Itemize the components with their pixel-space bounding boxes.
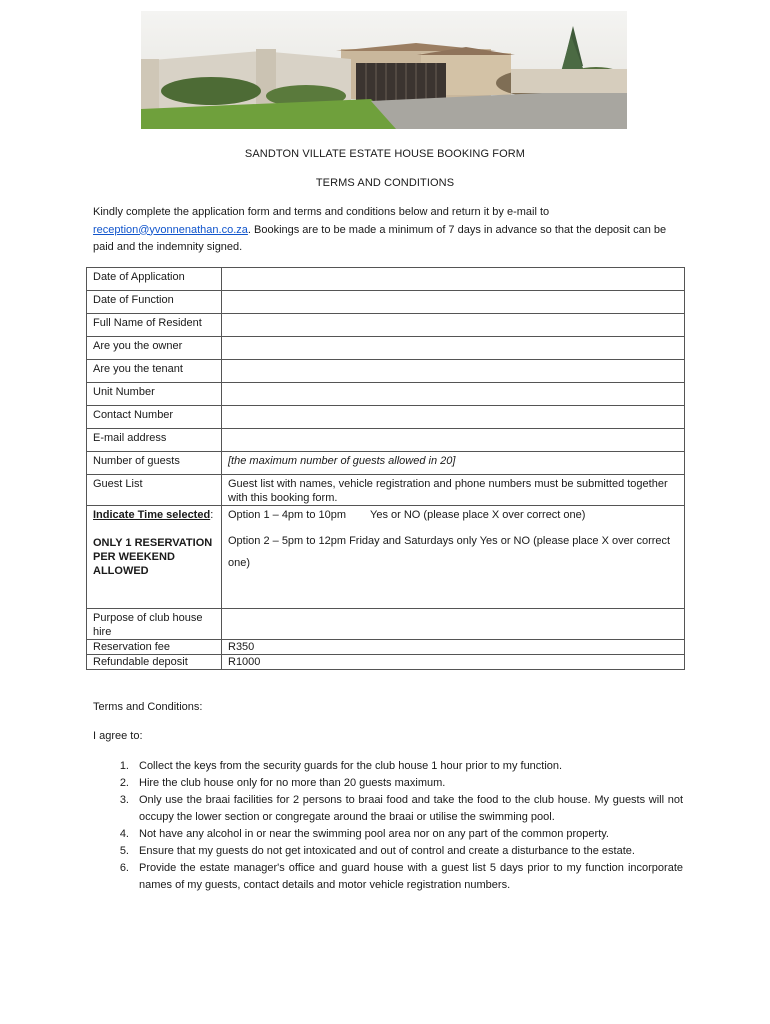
item-number: 5. [119,845,129,857]
booking-form-table [86,267,685,670]
form-row [87,640,685,655]
list-item [93,758,683,775]
option-1-row [228,508,678,522]
list-item [93,860,683,894]
field-value[interactable] [222,360,685,383]
item-text: Provide the estate manager's office and guard house with a guest list 5 days prior to my function incorporate names of my guests, contact details and motor vehicle registration numbers. [139,862,683,891]
form-row [87,406,685,429]
time-label-colon: : [210,509,214,521]
terms-heading: Terms and Conditions: [93,701,203,713]
reservation-note: ONLY 1 RESERVATION PER WEEKEND ALLOWED [93,537,213,577]
field-value[interactable] [222,268,685,291]
field-value: R350 [222,640,685,655]
form-row [87,314,685,337]
item-number: 4. [119,828,129,840]
field-label: Number of guests [87,452,222,475]
form-row [87,360,685,383]
field-label: Date of Application [87,268,222,291]
field-label: E-mail address [87,429,222,452]
estate-clubhouse-photo [141,11,627,129]
field-label: Purpose of club house hire [87,609,222,640]
item-text: Ensure that my guests do not get intoxicated and out of control and create a disturbance to the estate. [139,845,635,857]
field-label: Are you the owner [87,337,222,360]
list-item [93,775,683,792]
field-label: Guest List [87,475,222,506]
item-text: Collect the keys from the security guards for the club house 1 hour prior to my function. [139,760,563,772]
item-number: 3. [119,794,129,806]
list-item [93,826,683,843]
item-text: Only use the braai facilities for 2 persons to braai food and take the food to the club house. My guests will not occupy the lower section or congregate around the braai or utilise the swimming pool. [139,794,683,823]
intro-text-2: . Bookings are to be made a minimum of 7 days in advance so that the deposit can be paid and the indemnity signed. [93,223,667,253]
option-1-choice[interactable]: Yes or NO (please place X over correct one) [370,509,586,521]
form-row [87,383,685,406]
field-value[interactable] [222,383,685,406]
field-value[interactable] [222,314,685,337]
form-row [87,337,685,360]
field-value[interactable]: Guest list with names, vehicle registration and phone numbers must be submitted together with this booking form. [222,475,685,506]
item-number: 6. [119,862,129,874]
item-number: 1. [119,760,129,772]
form-row [87,268,685,291]
page-subtitle: TERMS AND CONDITIONS [315,177,455,189]
page-title: SANDTON VILLATE ESTATE HOUSE BOOKING FORM [244,148,526,160]
time-label-cell [87,506,222,609]
field-value[interactable] [222,609,685,640]
field-label: Reservation fee [87,640,222,655]
email-link[interactable]: reception@yvonnenathan.co.za [93,223,248,236]
field-label: Full Name of Resident [87,314,222,337]
time-label: Indicate Time selected [93,509,211,521]
agree-text: I agree to: [93,730,143,742]
option-2-text[interactable]: Option 2 – 5pm to 12pm Friday and Saturdays only Yes or NO (please place X over correct one) [228,535,671,569]
field-value[interactable] [222,429,685,452]
form-row [87,291,685,314]
list-item [93,843,683,860]
field-value: R1000 [222,655,685,670]
list-item [93,792,683,826]
field-label: Unit Number [87,383,222,406]
intro-text-1: Kindly complete the application form and terms and conditions below and return it by e-mail to [93,206,550,218]
option-1-label: Option 1 – 4pm to 10pm [228,509,347,521]
field-label: Are you the tenant [87,360,222,383]
form-row-time [87,506,685,609]
form-row [87,475,685,506]
intro-paragraph [93,204,683,257]
field-value[interactable] [222,337,685,360]
terms-list [93,758,683,894]
field-value[interactable] [222,406,685,429]
item-text: Not have any alcohol in or near the swimming pool area nor on any part of the common property. [139,828,609,840]
field-label: Date of Function [87,291,222,314]
form-row [87,655,685,670]
field-label: Contact Number [87,406,222,429]
form-row [87,609,685,640]
field-label: Refundable deposit [87,655,222,670]
field-value[interactable] [222,291,685,314]
field-value[interactable]: [the maximum number of guests allowed in 20] [222,452,685,475]
form-row [87,429,685,452]
time-options-cell [222,506,685,609]
item-number: 2. [119,777,129,789]
form-row [87,452,685,475]
item-text: Hire the club house only for no more than 20 guests maximum. [139,777,446,789]
